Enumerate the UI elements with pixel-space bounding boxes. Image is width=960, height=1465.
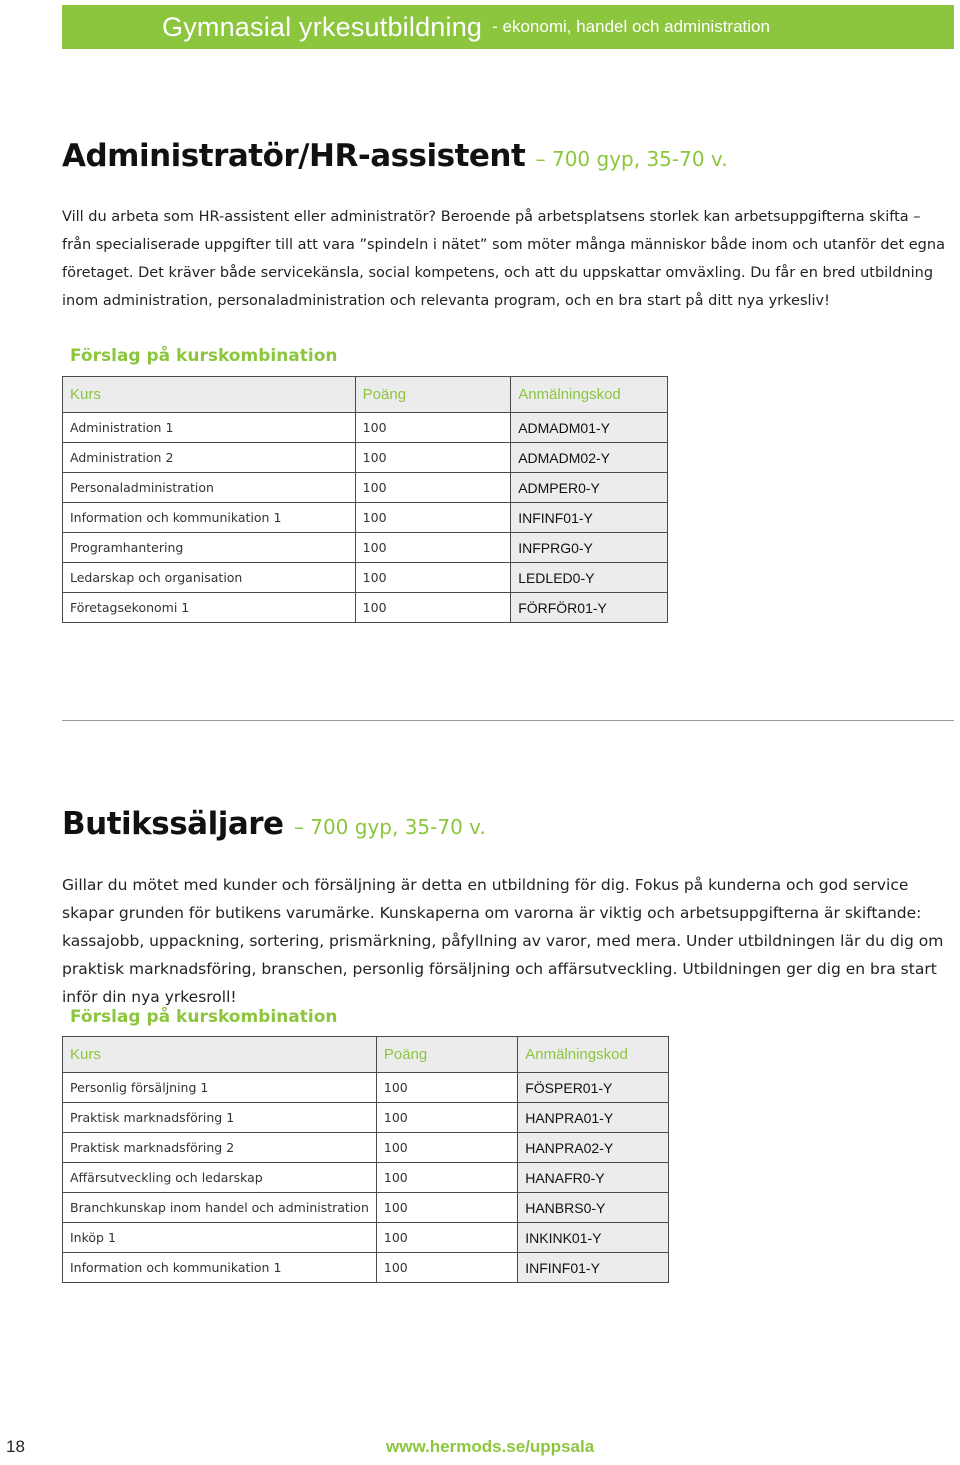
table-row	[63, 1103, 669, 1133]
table-header-row	[63, 1037, 669, 1073]
course-points: 100	[376, 1253, 517, 1283]
table-row	[63, 443, 668, 473]
course-name: Praktisk marknadsföring 2	[63, 1133, 377, 1163]
column-header-code: Anmälningskod	[518, 1037, 669, 1073]
course-name: Information och kommunikation 1	[63, 503, 356, 533]
table-header-row	[63, 377, 668, 413]
course-code: INFPRG0-Y	[511, 533, 668, 563]
table-row	[63, 1223, 669, 1253]
column-header-course: Kurs	[63, 1037, 377, 1073]
section-title-administrator	[62, 138, 728, 174]
course-combination-heading: Förslag på kurskombination	[70, 346, 338, 366]
course-name: Programhantering	[63, 533, 356, 563]
course-points: 100	[376, 1133, 517, 1163]
table-row	[63, 593, 668, 623]
course-name: Ledarskap och organisation	[63, 563, 356, 593]
course-name: Administration 1	[63, 413, 356, 443]
course-name: Information och kommunikation 1	[63, 1253, 377, 1283]
course-points: 100	[376, 1223, 517, 1253]
course-points: 100	[376, 1073, 517, 1103]
section-title-text: Administratör/HR-assistent	[62, 138, 526, 174]
course-points: 100	[355, 593, 511, 623]
course-code: HANPRA01-Y	[518, 1103, 669, 1133]
course-points: 100	[355, 443, 511, 473]
course-points: 100	[355, 473, 511, 503]
section-title-text: Butikssäljare	[62, 806, 284, 842]
footer-url-link[interactable]: www.hermods.se/uppsala	[386, 1437, 595, 1456]
header-subtitle: - ekonomi, handel och administration	[492, 17, 770, 36]
section-divider	[62, 720, 954, 721]
course-points: 100	[376, 1163, 517, 1193]
course-code: HANAFR0-Y	[518, 1163, 669, 1193]
section-subtitle: – 700 gyp, 35-70 v.	[293, 815, 486, 839]
section-subtitle: – 700 gyp, 35-70 v.	[535, 147, 728, 171]
course-code: FÖRFÖR01-Y	[511, 593, 668, 623]
table-row	[63, 1163, 669, 1193]
course-code: ADMPER0-Y	[511, 473, 668, 503]
section-description: Vill du arbeta som HR-assistent eller administratör? Beroende på arbetsplatsens storlek kan arbetsuppgifterna skifta – från specialiserade uppgifter till att vara ”spindeln i nätet” som möter många människor både inom och utanför det egna företaget. Det kräver både servicekänsla, social kompetens, och att du uppskattar omväxling. Du får en bred utbildning inom administration, personaladministration och relevanta program, och en bra start på ditt nya yrkesliv!	[62, 209, 945, 309]
section-description: Gillar du mötet med kunder och försäljning är detta en utbildning för dig. Fokus på kunderna och god service skapar grunden för butikens varumärke. Kunskaperna om varorna är viktig och arbetsuppgifterna är skiftande: kassajobb, uppackning, sortering, prismärkning, påfyllning av varor, med mera. Under utbildningen lär du dig om praktisk marknadsföring, branschen, personlig försäljning och affärsutveckling. Utbildningen ger dig en bra start inför din nya yrkesroll!	[62, 876, 944, 1006]
section-title-butikssaljare	[62, 806, 486, 842]
course-code: INKINK01-Y	[518, 1223, 669, 1253]
column-header-course: Kurs	[63, 377, 356, 413]
table-row	[63, 413, 668, 443]
course-table-administrator	[62, 376, 668, 623]
course-points: 100	[355, 563, 511, 593]
header-banner	[62, 5, 954, 49]
course-points: 100	[376, 1103, 517, 1133]
course-points: 100	[355, 413, 511, 443]
course-code: INFINF01-Y	[511, 503, 668, 533]
course-name: Administration 2	[63, 443, 356, 473]
course-code: ADMADM02-Y	[511, 443, 668, 473]
course-code: HANBRS0-Y	[518, 1193, 669, 1223]
course-table-butikssaljare	[62, 1036, 669, 1283]
table-row	[63, 1193, 669, 1223]
course-name: Inköp 1	[63, 1223, 377, 1253]
course-code: INFINF01-Y	[518, 1253, 669, 1283]
column-header-code: Anmälningskod	[511, 377, 668, 413]
course-name: Affärsutveckling och ledarskap	[63, 1163, 377, 1193]
course-points: 100	[355, 503, 511, 533]
column-header-points: Poäng	[355, 377, 511, 413]
course-code: HANPRA02-Y	[518, 1133, 669, 1163]
course-combination-heading: Förslag på kurskombination	[70, 1007, 338, 1027]
header-title: Gymnasial yrkesutbildning	[162, 11, 483, 42]
column-header-points: Poäng	[376, 1037, 517, 1073]
table-row	[63, 1073, 669, 1103]
table-row	[63, 1253, 669, 1283]
course-name: Praktisk marknadsföring 1	[63, 1103, 377, 1133]
course-name: Branchkunskap inom handel och administration	[63, 1193, 377, 1223]
course-name: Personaladministration	[63, 473, 356, 503]
course-points: 100	[376, 1193, 517, 1223]
course-code: FÖSPER01-Y	[518, 1073, 669, 1103]
page-number: 18	[6, 1437, 25, 1456]
course-name: Personlig försäljning 1	[63, 1073, 377, 1103]
table-row	[63, 473, 668, 503]
course-code: LEDLED0-Y	[511, 563, 668, 593]
course-code: ADMADM01-Y	[511, 413, 668, 443]
table-row	[63, 563, 668, 593]
table-row	[63, 503, 668, 533]
table-row	[63, 1133, 669, 1163]
table-row	[63, 533, 668, 563]
course-name: Företagsekonomi 1	[63, 593, 356, 623]
course-points: 100	[355, 533, 511, 563]
